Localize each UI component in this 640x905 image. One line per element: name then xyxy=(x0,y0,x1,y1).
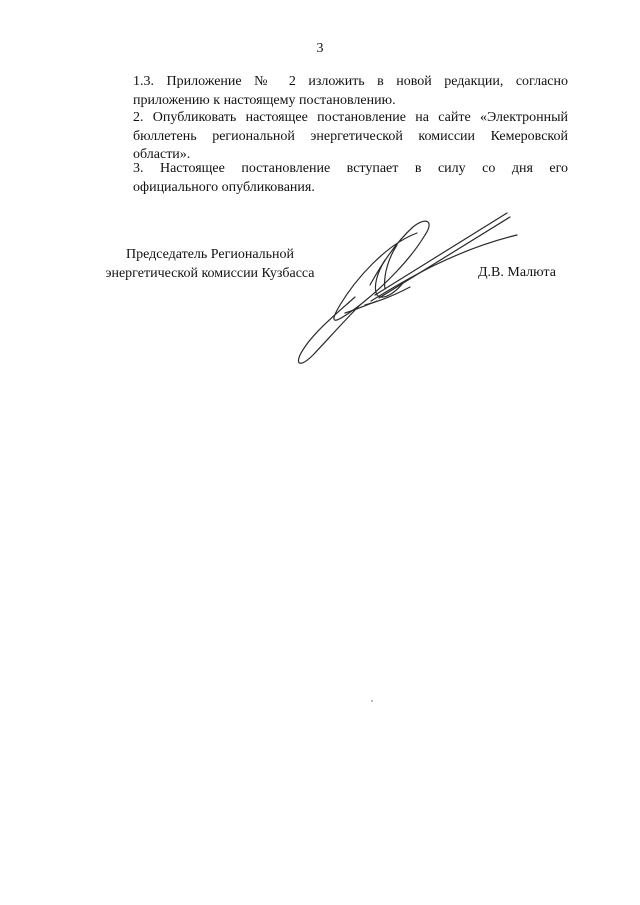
paragraph-line: 1.3. Приложение № 2 изложить в новой редакции, согласно xyxy=(133,74,568,89)
paragraph-line: приложению к настоящему постановлению. xyxy=(133,92,396,108)
paragraph-line: 2. Опубликовать настоящее постановление на сайте «Электронный xyxy=(133,110,568,125)
scan-speck xyxy=(371,700,373,702)
paragraph-line: официального опубликования. xyxy=(133,179,315,195)
paragraph-line: области». xyxy=(133,147,191,162)
paragraph-line: 3. Настоящее постановление вступает в силу со дня его xyxy=(133,161,568,176)
paragraph-item-3 xyxy=(93,160,568,197)
signer-title-line: энергетической комиссии Кузбасса xyxy=(105,265,315,281)
signer-name: Д.В. Малюта xyxy=(478,265,556,280)
paragraph-item-2 xyxy=(93,109,568,165)
page-number: 3 xyxy=(316,41,324,56)
paragraph-line: бюллетень региональной энергетической комиссии Кемеровской xyxy=(133,128,568,144)
signer-title-line: Председатель Региональной xyxy=(125,247,295,262)
paragraph-item-1-3 xyxy=(93,73,568,110)
handwritten-signature xyxy=(285,205,525,375)
